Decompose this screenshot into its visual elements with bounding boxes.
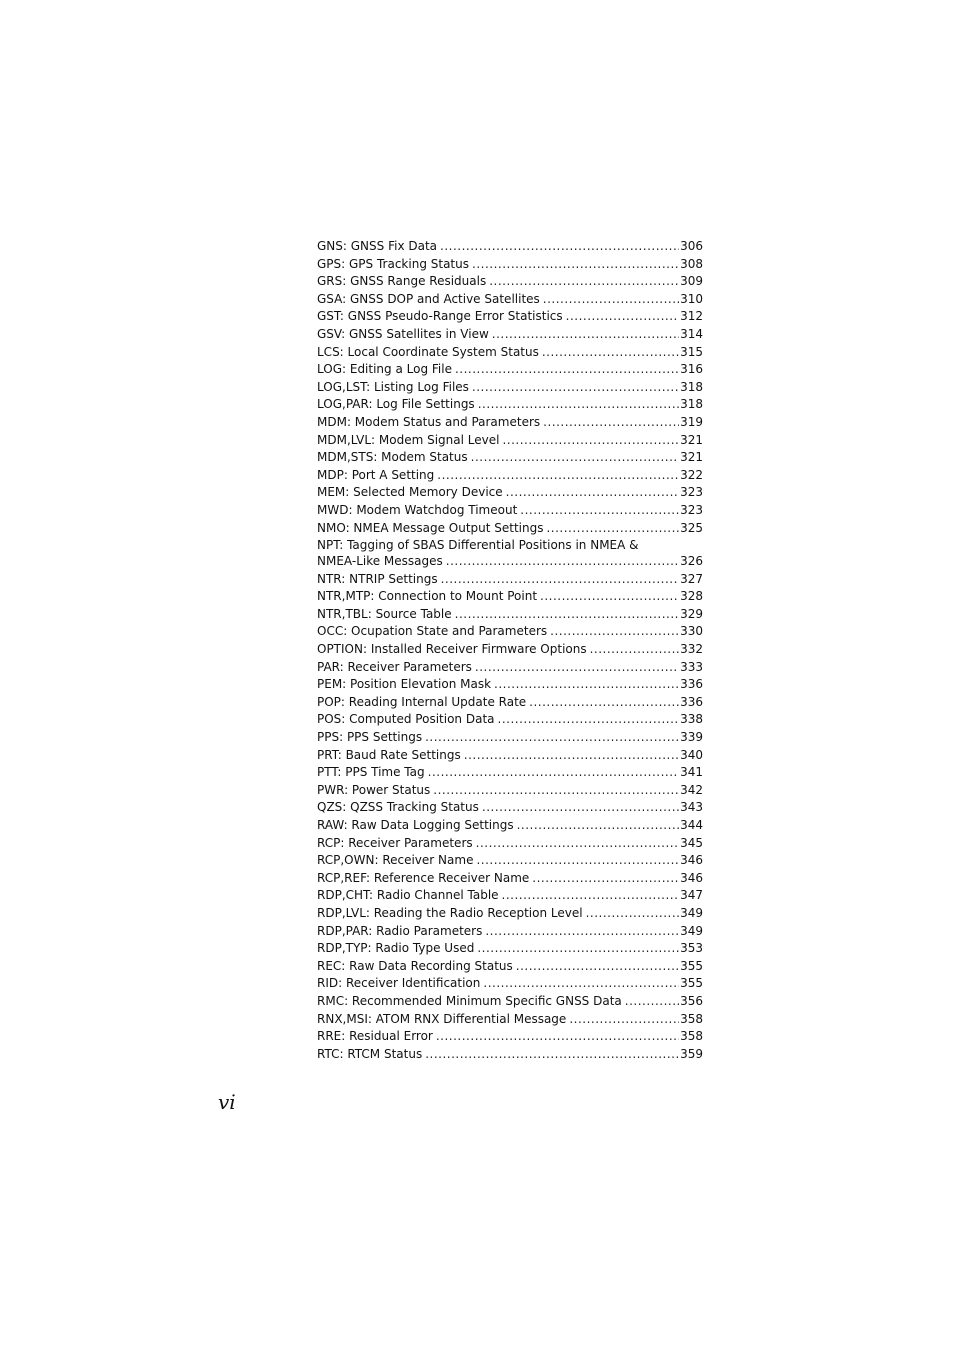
toc-entry-title: PPS: PPS Settings [317,730,423,745]
toc-entry[interactable] [317,905,703,923]
toc-entry-title: LOG,PAR: Log File Settings [317,397,475,412]
toc-entry[interactable] [317,606,703,624]
toc-entry-page: 342 [680,782,703,797]
dot-leader [502,432,679,450]
toc-entry-page: 326 [680,554,703,569]
toc-entry-title: PEM: Position Elevation Mask [317,677,492,692]
toc-entry-title: NTR,TBL: Source Table [317,606,452,621]
toc-entry-page: 358 [680,1029,703,1044]
toc-entry[interactable] [317,449,703,467]
toc-entry-page: 344 [680,818,703,832]
toc-entry-title: GST: GNSS Pseudo-Range Error Statistics [317,309,563,324]
toc-entry[interactable] [317,414,703,432]
toc-entry[interactable] [317,852,703,870]
toc-entry-page: 346 [680,870,703,885]
dot-leader [455,361,679,379]
toc-entry-page: 325 [680,520,703,535]
toc-entry-page: 347 [680,888,703,903]
toc-entry-page: 345 [680,835,703,850]
toc-entry-title: GRS: GNSS Range Residuals [317,274,487,289]
toc-entry[interactable] [317,326,703,344]
dot-leader [542,344,679,362]
toc-entry-page: 321 [680,450,703,465]
toc-entry[interactable] [317,256,703,274]
toc-entry-page: 316 [680,362,703,377]
toc-entry-title: RMC: Recommended Minimum Specific GNSS Data [317,993,622,1008]
dot-leader [566,308,679,326]
toc-entry-page: 359 [680,1046,703,1061]
dot-leader [586,905,680,923]
toc-entry-page: 327 [680,571,703,586]
toc-entry-title-continued: NMEA-Like Messages [317,554,443,569]
toc-entry-title: POP: Reading Internal Update Rate [317,694,527,709]
toc-entry-page: 309 [680,274,703,289]
toc-entry-title: RID: Receiver Identification [317,976,481,991]
toc-entry-title: MDM: Modem Status and Parameters [317,414,541,429]
toc-entry-title: PAR: Receiver Parameters [317,659,472,674]
toc-entry-title: GSA: GNSS DOP and Active Satellites [317,291,540,306]
dot-leader [550,623,679,641]
toc-entry-title: MDM,LVL: Modem Signal Level [317,432,500,447]
dot-leader [590,641,679,659]
toc-entry[interactable] [317,676,703,694]
toc-entry-title: RCP: Receiver Parameters [317,835,473,850]
toc-entry-page: 353 [680,941,703,956]
dot-leader [529,694,679,712]
dot-leader [532,870,679,888]
toc-entry[interactable] [317,993,703,1011]
toc-entry-title: REC: Raw Data Recording Status [317,958,513,973]
dot-leader [433,782,679,800]
toc-entry[interactable] [317,1046,703,1064]
toc-entry-title: RTC: RTCM Status [317,1046,423,1061]
toc-entry[interactable] [317,432,703,450]
dot-leader [502,887,680,905]
toc-entry[interactable] [317,361,703,379]
toc-entry[interactable] [317,799,703,817]
toc-entry-page: 349 [680,923,703,938]
dot-leader [489,273,679,291]
dot-leader [475,659,679,677]
toc-entry-page: 318 [680,379,703,394]
toc-entry[interactable] [317,1028,703,1046]
toc-entry-page: 323 [680,485,703,500]
toc-entry[interactable] [317,502,703,520]
toc-entry-page: 340 [680,747,703,762]
toc-entry[interactable] [317,1011,703,1029]
toc-entry[interactable] [317,467,703,485]
dot-leader [625,993,679,1011]
dot-leader [446,553,679,571]
toc-entry-title: RAW: Raw Data Logging Settings [317,818,514,832]
toc-entry-page: 356 [680,993,703,1008]
toc-entry[interactable] [317,571,703,589]
toc-entry-page: 330 [680,624,703,639]
toc-entry[interactable] [317,344,703,362]
toc-entry-title: PRT: Baud Rate Settings [317,747,461,762]
toc-entry-page: 306 [680,239,703,253]
toc-entry[interactable] [317,764,703,782]
toc-entry-page: 358 [680,1011,703,1026]
dot-leader [483,975,679,993]
toc-entry[interactable] [317,958,703,976]
dot-leader [482,799,679,817]
toc-entry-title: LOG: Editing a Log File [317,362,452,377]
toc-entry-page: 346 [680,853,703,868]
toc-entry[interactable] [317,588,703,606]
toc-entry[interactable] [317,659,703,677]
toc-entry-page: 310 [680,291,703,306]
toc-entry-title: RCP,REF: Reference Receiver Name [317,870,530,885]
dot-leader [472,379,679,397]
toc-entry[interactable] [317,729,703,747]
toc-entry-title: MEM: Selected Memory Device [317,485,503,500]
toc-entry-page: 323 [680,502,703,517]
toc-entry[interactable] [317,694,703,712]
toc-entry[interactable] [317,484,703,502]
dot-leader [516,958,679,976]
toc-entry-page: 315 [680,344,703,359]
toc-entry-page: 333 [680,659,703,674]
dot-leader [485,923,679,941]
toc-entry-title: POS: Computed Position Data [317,712,495,727]
toc-entry-page: 336 [680,677,703,692]
toc-entry[interactable] [317,711,703,729]
toc-entry-page: 321 [680,432,703,447]
dot-leader [428,764,679,782]
toc-entry-title: NMO: NMEA Message Output Settings [317,520,544,535]
toc-entry-title: NTR: NTRIP Settings [317,571,438,586]
toc-entry[interactable] [317,870,703,888]
toc-entry[interactable] [317,641,703,659]
toc-entry[interactable] [317,238,703,256]
toc-entry-page: 343 [680,800,703,815]
toc-entry-title: NTR,MTP: Connection to Mount Point [317,589,538,604]
toc-entry-title: QZS: QZSS Tracking Status [317,800,479,815]
toc-entry-page: 329 [680,606,703,621]
toc-entry-title: LCS: Local Coordinate System Status [317,344,539,359]
toc-entry-title: NPT: Tagging of SBAS Differential Positions in NMEA & [317,538,639,553]
dot-leader [476,852,679,870]
toc-entry-page: 338 [680,712,703,727]
toc-entry-title: GNS: GNSS Fix Data [317,239,438,253]
toc-entry-title: RCP,OWN: Receiver Name [317,853,474,868]
dot-leader [540,588,679,606]
toc-entry-title: OPTION: Installed Receiver Firmware Options [317,642,587,657]
dot-leader [517,817,680,835]
toc-entry-title: RNX,MSI: ATOM RNX Differential Message [317,1011,567,1026]
table-of-contents [317,238,703,1063]
toc-entry[interactable] [317,940,703,958]
toc-entry-title: RDP,CHT: Radio Channel Table [317,888,499,903]
toc-entry-page: 319 [680,414,703,429]
toc-entry[interactable] [317,379,703,397]
toc-entry[interactable] [317,747,703,765]
toc-entry-page: 339 [680,730,703,745]
toc-entry-title: RDP,TYP: Radio Type Used [317,941,475,956]
toc-entry[interactable] [317,520,703,538]
toc-entry-title: MDP: Port A Setting [317,467,435,482]
toc-entry[interactable] [317,308,703,326]
toc-entry-page: 318 [680,397,703,412]
toc-entry-page: 312 [680,309,703,324]
dot-leader [437,467,679,485]
toc-entry-title: GPS: GPS Tracking Status [317,256,469,271]
dot-leader [425,1046,679,1064]
toc-entry[interactable] [317,835,703,853]
dot-leader [476,835,679,853]
dot-leader [441,571,680,589]
toc-entry-title: RRE: Residual Error [317,1029,433,1044]
dot-leader [425,729,679,747]
toc-entry-title: PTT: PPS Time Tag [317,765,425,780]
toc-entry-page: 355 [680,958,703,973]
toc-entry[interactable] [317,623,703,641]
toc-entry-page: 322 [680,467,703,482]
toc-entry-title: MWD: Modem Watchdog Timeout [317,502,518,517]
dot-leader [498,711,680,729]
dot-leader [471,449,679,467]
toc-entry-page: 341 [680,765,703,780]
toc-entry-page: 349 [680,905,703,920]
toc-entry-title: RDP,LVL: Reading the Radio Reception Level [317,905,583,920]
dot-leader [492,326,679,344]
dot-leader [472,256,679,274]
toc-entry[interactable] [317,291,703,309]
dot-leader [506,484,679,502]
dot-leader [520,502,679,520]
toc-entry-title: LOG,LST: Listing Log Files [317,379,469,394]
toc-entry[interactable] [317,975,703,993]
toc-entry-page: 332 [680,642,703,657]
toc-entry-page: 355 [680,976,703,991]
dot-leader [569,1011,679,1029]
dot-leader [543,414,679,432]
dot-leader [477,940,679,958]
toc-entry-page: 308 [680,256,703,271]
dot-leader [436,1028,679,1046]
toc-entry-title: PWR: Power Status [317,782,431,797]
toc-entry[interactable] [317,817,703,835]
toc-entry[interactable] [317,273,703,291]
dot-leader [478,396,679,414]
dot-leader [464,747,679,765]
toc-entry[interactable] [317,782,703,800]
toc-entry[interactable] [317,396,703,414]
toc-entry-page: 328 [680,589,703,604]
toc-entry-page: 314 [680,326,703,341]
toc-entry[interactable] [317,887,703,905]
page-number: vi [218,1090,236,1114]
toc-entry-page: 336 [680,694,703,709]
dot-leader [494,676,679,694]
dot-leader [455,606,679,624]
dot-leader [543,291,679,309]
toc-entry-title: RDP,PAR: Radio Parameters [317,923,483,938]
dot-leader [440,238,679,256]
dot-leader [546,520,679,538]
toc-entry[interactable] [317,537,703,571]
toc-entry-title: GSV: GNSS Satellites in View [317,326,489,341]
toc-entry[interactable] [317,923,703,941]
toc-entry-title: MDM,STS: Modem Status [317,450,468,465]
toc-entry-title: OCC: Ocupation State and Parameters [317,624,548,639]
